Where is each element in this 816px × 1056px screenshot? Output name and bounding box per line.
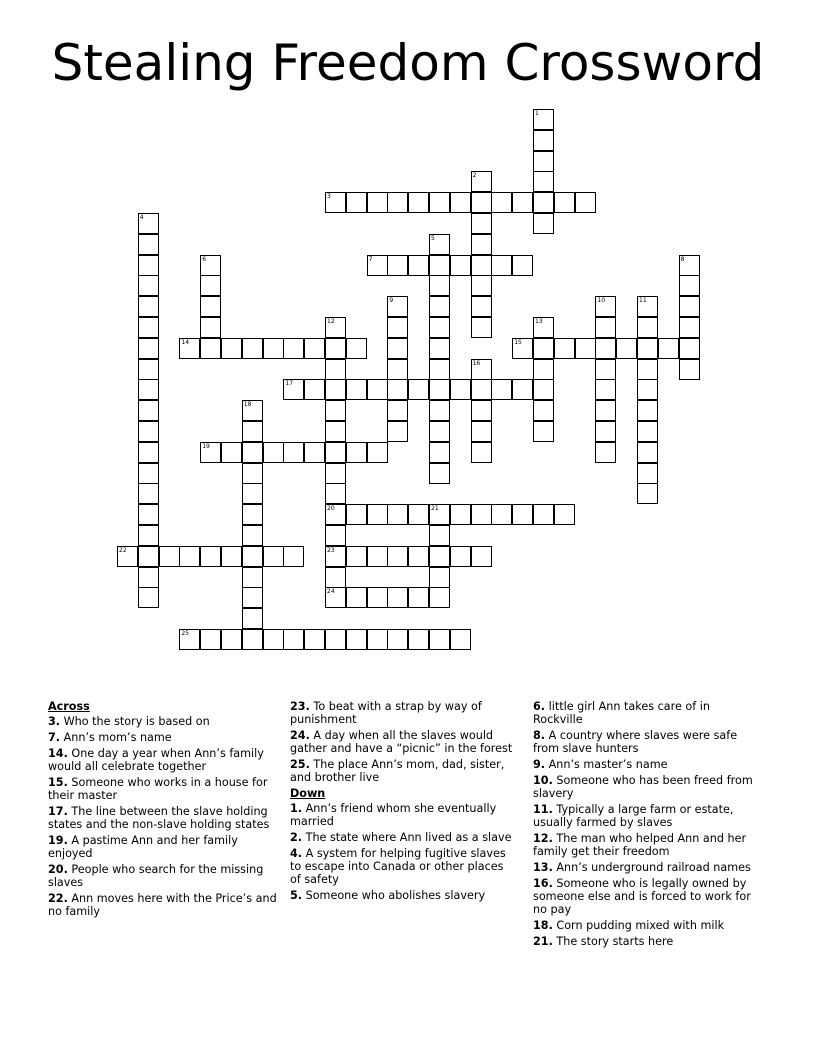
clue-text: A pastime Ann and her family enjoyed [48, 834, 238, 860]
grid-cell[interactable] [200, 338, 221, 359]
grid-cell[interactable] [471, 255, 492, 276]
grid-cell[interactable] [138, 338, 159, 359]
grid-cell[interactable] [346, 504, 367, 525]
grid-cell[interactable] [637, 442, 658, 463]
grid-cell[interactable] [408, 255, 429, 276]
clue-text: Who the story is based on [63, 715, 210, 728]
grid-cell[interactable] [429, 525, 450, 546]
clue-down-13 [533, 861, 763, 874]
clue-number: 23. [290, 700, 310, 713]
grid-cell[interactable] [179, 546, 200, 567]
clue-down-6 [533, 700, 763, 726]
down-heading: Down [290, 787, 326, 800]
grid-cell[interactable] [512, 379, 533, 400]
grid-cell[interactable] [533, 130, 554, 151]
grid-cell[interactable] [408, 587, 429, 608]
grid-cell[interactable] [533, 359, 554, 380]
grid-cell[interactable] [325, 525, 346, 546]
grid-cell[interactable] [408, 379, 429, 400]
grid-cell[interactable] [408, 546, 429, 567]
cell-number: 8 [680, 255, 685, 263]
grid-cell[interactable] [159, 546, 180, 567]
grid-cell[interactable] [637, 317, 658, 338]
grid-cell[interactable] [533, 504, 554, 525]
clue-number: 7. [48, 731, 61, 744]
grid-cell[interactable] [429, 587, 450, 608]
grid-cell[interactable] [304, 629, 325, 650]
grid-cell[interactable] [242, 567, 263, 588]
clue-text: little girl Ann takes care of in Rockville [533, 700, 710, 726]
grid-cell[interactable] [283, 546, 304, 567]
grid-cell[interactable] [346, 546, 367, 567]
grid-cell[interactable] [138, 317, 159, 338]
cell-number: 16 [472, 359, 481, 367]
grid-cell[interactable] [325, 463, 346, 484]
grid-cell[interactable] [471, 546, 492, 567]
clue-down-21 [533, 935, 763, 948]
cell-number: 24 [327, 588, 335, 596]
across-heading: Across [48, 700, 90, 713]
clue-text: Ann’s friend whom she eventually married [290, 802, 497, 828]
grid-cell[interactable] [325, 421, 346, 442]
grid-cell[interactable] [471, 317, 492, 338]
grid-cell[interactable] [491, 504, 512, 525]
cell-number: 4 [139, 214, 144, 221]
page-title: Stealing Freedom Crossword [51, 34, 765, 92]
grid-cell[interactable] [471, 442, 492, 463]
clue-number: 12. [533, 832, 553, 845]
cell-number: 12 [327, 318, 335, 325]
grid-cell[interactable] [429, 463, 450, 484]
grid-cell[interactable] [304, 442, 325, 463]
grid-cell[interactable] [346, 587, 367, 608]
grid-cell[interactable] [408, 629, 429, 650]
cell-number: 25 [181, 630, 190, 637]
grid-cell[interactable] [595, 400, 616, 421]
grid-cell[interactable] [387, 587, 408, 608]
grid-cell[interactable] [242, 587, 263, 608]
clue-across-15 [48, 776, 278, 802]
clue-text: Someone who abolishes slavery [305, 889, 486, 902]
grid-cell[interactable] [242, 483, 263, 504]
clue-down-5 [290, 889, 515, 902]
grid-cell[interactable] [450, 379, 471, 400]
clue-text: The man who helped Ann and her family get their freedom [533, 832, 747, 858]
clue-down-16 [533, 877, 763, 916]
grid-cell[interactable] [450, 504, 471, 525]
grid-cell[interactable] [263, 546, 284, 567]
clues-column-3 [533, 700, 763, 951]
grid-cell[interactable] [595, 421, 616, 442]
grid-cell[interactable] [637, 463, 658, 484]
cell-number: 18 [243, 401, 252, 409]
cell-number: 21 [431, 505, 439, 513]
grid-cell[interactable] [429, 317, 450, 338]
grid-cell[interactable] [200, 546, 221, 567]
grid-cell[interactable] [491, 192, 512, 213]
grid-cell[interactable] [346, 379, 367, 400]
clue-down-10 [533, 774, 763, 800]
grid-cell[interactable] [387, 338, 408, 359]
grid-cell[interactable] [138, 463, 159, 484]
grid-cell[interactable] [242, 525, 263, 546]
grid-cell[interactable] [138, 483, 159, 504]
grid-cell[interactable] [283, 442, 304, 463]
grid-cell[interactable] [387, 379, 408, 400]
grid-cell[interactable] [346, 192, 367, 213]
clue-number: 1. [290, 802, 303, 815]
grid-cell[interactable] [637, 338, 658, 359]
grid-cell[interactable] [367, 629, 388, 650]
cell-number: 20 [327, 505, 335, 513]
clue-number: 8. [533, 729, 546, 742]
clue-across-19 [48, 834, 278, 860]
grid-cell[interactable] [242, 421, 263, 442]
grid-cell[interactable] [367, 442, 388, 463]
grid-cell[interactable] [387, 546, 408, 567]
clue-number: 19. [48, 834, 68, 847]
grid-cell[interactable] [637, 379, 658, 400]
grid-cell[interactable] [429, 379, 450, 400]
grid-cell[interactable] [471, 400, 492, 421]
grid-cell[interactable] [471, 192, 492, 213]
cell-number: 3 [327, 193, 331, 201]
cell-number: 15 [514, 338, 522, 346]
grid-cell[interactable] [450, 546, 471, 567]
grid-cell[interactable] [387, 359, 408, 380]
grid-cell[interactable] [263, 442, 284, 463]
grid-cell[interactable] [138, 546, 159, 567]
grid-cell[interactable] [387, 504, 408, 525]
cell-number: 22 [119, 546, 127, 554]
grid-cell[interactable] [533, 171, 554, 192]
grid-cell[interactable] [471, 379, 492, 400]
grid-cell[interactable] [471, 213, 492, 234]
cell-number: 23 [327, 546, 335, 554]
clue-across-3 [48, 715, 278, 728]
clues-column-1 [48, 700, 278, 921]
clue-text: To beat with a strap by way of punishment [290, 700, 482, 726]
grid-cell[interactable] [138, 421, 159, 442]
grid-cell[interactable] [325, 483, 346, 504]
clue-down-8 [533, 729, 763, 755]
clue-text: A country where slaves were safe from slave hunters [533, 729, 738, 755]
grid-cell[interactable] [138, 400, 159, 421]
clue-text: The state where Ann lived as a slave [305, 831, 512, 844]
grid-cell[interactable] [429, 338, 450, 359]
grid-cell[interactable] [471, 234, 492, 255]
grid-cell[interactable] [242, 629, 263, 650]
grid-cell[interactable] [512, 255, 533, 276]
grid-cell[interactable] [408, 504, 429, 525]
clue-across-23 [290, 700, 515, 726]
grid-cell[interactable] [450, 192, 471, 213]
grid-cell[interactable] [242, 338, 263, 359]
clue-text: Someone who has been freed from slavery [533, 774, 753, 800]
grid-cell[interactable] [554, 338, 575, 359]
grid-cell[interactable] [575, 192, 596, 213]
grid-cell[interactable] [387, 317, 408, 338]
clue-across-20 [48, 863, 278, 889]
clue-across-24 [290, 729, 515, 755]
clue-number: 10. [533, 774, 553, 787]
grid-cell[interactable] [679, 338, 700, 359]
grid-cell[interactable] [491, 255, 512, 276]
grid-cell[interactable] [595, 442, 616, 463]
cell-number: 2 [472, 172, 477, 180]
clue-text: The line between the slave holding states and the non-slave holding states [48, 805, 270, 831]
clue-number: 17. [48, 805, 68, 818]
grid-cell[interactable] [533, 379, 554, 400]
grid-cell[interactable] [263, 338, 284, 359]
cell-number: 17 [285, 380, 294, 388]
clue-text: Ann’s master’s name [548, 758, 668, 771]
grid-cell[interactable] [471, 296, 492, 317]
clue-number: 16. [533, 877, 553, 890]
grid-cell[interactable] [429, 192, 450, 213]
grid-cell[interactable] [138, 442, 159, 463]
clue-number: 5. [290, 889, 303, 902]
grid-cell[interactable] [679, 317, 700, 338]
cell-number: 7 [368, 255, 373, 263]
grid-cell[interactable] [325, 629, 346, 650]
grid-cell[interactable] [679, 296, 700, 317]
grid-cell[interactable] [221, 546, 242, 567]
cell-number: 14 [181, 338, 190, 346]
clue-down-9 [533, 758, 763, 771]
clue-down-11 [533, 803, 763, 829]
clue-text: Corn pudding mixed with milk [556, 919, 725, 932]
cell-number: 5 [431, 234, 435, 242]
grid-cell[interactable] [595, 359, 616, 380]
cell-number: 19 [202, 442, 210, 450]
clues-column-2 [290, 700, 515, 905]
grid-cell[interactable] [387, 400, 408, 421]
clue-text: Ann’s mom’s name [63, 731, 172, 744]
grid-cell[interactable] [637, 483, 658, 504]
grid-cell[interactable] [658, 338, 679, 359]
grid-cell[interactable] [387, 421, 408, 442]
clue-text: Someone who works in a house for their master [48, 776, 268, 802]
clue-number: 2. [290, 831, 303, 844]
grid-cell[interactable] [283, 338, 304, 359]
grid-cell[interactable] [325, 338, 346, 359]
clue-number: 14. [48, 747, 68, 760]
grid-cell[interactable] [471, 504, 492, 525]
grid-cell[interactable] [367, 504, 388, 525]
grid-cell[interactable] [616, 338, 637, 359]
grid-cell[interactable] [533, 213, 554, 234]
clue-number: 4. [290, 847, 303, 860]
clue-text: Someone who is legally owned by someone else and is forced to work for no pay [533, 877, 751, 916]
grid-cell[interactable] [533, 338, 554, 359]
grid-cell[interactable] [554, 192, 575, 213]
grid-cell[interactable] [325, 442, 346, 463]
grid-cell[interactable] [304, 338, 325, 359]
grid-cell[interactable] [637, 400, 658, 421]
clue-down-4 [290, 847, 515, 886]
grid-cell[interactable] [200, 275, 221, 296]
grid-cell[interactable] [595, 338, 616, 359]
grid-cell[interactable] [367, 546, 388, 567]
grid-cell[interactable] [450, 629, 471, 650]
grid-cell[interactable] [138, 255, 159, 276]
grid-cell[interactable] [533, 192, 554, 213]
clue-down-18 [533, 919, 763, 932]
grid-cell[interactable] [429, 275, 450, 296]
grid-cell[interactable] [242, 608, 263, 629]
cell-number: 10 [597, 297, 606, 305]
grid-cell[interactable] [242, 463, 263, 484]
grid-cell[interactable] [429, 255, 450, 276]
clue-number: 22. [48, 892, 68, 905]
clue-text: The story starts here [556, 935, 674, 948]
cell-number: 11 [639, 297, 647, 305]
grid-cell[interactable] [595, 379, 616, 400]
clue-down-2 [290, 831, 515, 844]
grid-cell[interactable] [138, 504, 159, 525]
grid-cell[interactable] [200, 296, 221, 317]
grid-cell[interactable] [429, 359, 450, 380]
clue-down-1 [290, 802, 515, 828]
grid-cell[interactable] [429, 629, 450, 650]
clue-text: A system for helping fugitive slaves to escape into Canada or other places of safety [290, 847, 506, 886]
grid-cell[interactable] [138, 587, 159, 608]
grid-cell[interactable] [679, 275, 700, 296]
grid-cell[interactable] [595, 317, 616, 338]
grid-cell[interactable] [429, 400, 450, 421]
grid-cell[interactable] [367, 192, 388, 213]
grid-cell[interactable] [533, 400, 554, 421]
clue-down-12 [533, 832, 763, 858]
grid-cell[interactable] [242, 546, 263, 567]
grid-cell[interactable] [346, 629, 367, 650]
clue-text: Ann moves here with the Price’s and no family [48, 892, 277, 918]
clue-number: 20. [48, 863, 68, 876]
grid-cell[interactable] [304, 379, 325, 400]
grid-cell[interactable] [325, 379, 346, 400]
grid-cell[interactable] [346, 338, 367, 359]
grid-cell[interactable] [408, 192, 429, 213]
grid-cell[interactable] [387, 255, 408, 276]
grid-cell[interactable] [283, 629, 304, 650]
grid-cell[interactable] [138, 567, 159, 588]
grid-cell[interactable] [200, 629, 221, 650]
clue-across-17 [48, 805, 278, 831]
clue-number: 9. [533, 758, 546, 771]
grid-cell[interactable] [138, 296, 159, 317]
clue-number: 6. [533, 700, 546, 713]
cell-number: 1 [535, 110, 539, 117]
clue-number: 11. [533, 803, 553, 816]
cell-number: 6 [202, 255, 207, 263]
grid-cell[interactable] [512, 192, 533, 213]
clue-number: 21. [533, 935, 553, 948]
clue-across-14 [48, 747, 278, 773]
grid-cell[interactable] [471, 275, 492, 296]
grid-cell[interactable] [242, 504, 263, 525]
clue-across-25 [290, 758, 515, 784]
clue-text: Typically a large farm or estate, usually farmed by slaves [533, 803, 734, 829]
grid-cell[interactable] [533, 421, 554, 442]
grid-cell[interactable] [429, 442, 450, 463]
clue-text: One day a year when Ann’s family would all celebrate together [48, 747, 264, 773]
grid-cell[interactable] [429, 296, 450, 317]
grid-cell[interactable] [554, 504, 575, 525]
grid-cell[interactable] [387, 629, 408, 650]
grid-cell[interactable] [200, 317, 221, 338]
grid-cell[interactable] [221, 442, 242, 463]
grid-cell[interactable] [679, 359, 700, 380]
grid-cell[interactable] [138, 234, 159, 255]
cell-number: 9 [389, 297, 394, 305]
grid-cell[interactable] [429, 421, 450, 442]
grid-cell[interactable] [637, 421, 658, 442]
clue-number: 25. [290, 758, 310, 771]
grid-cell[interactable] [387, 192, 408, 213]
grid-cell[interactable] [138, 379, 159, 400]
clue-number: 3. [48, 715, 61, 728]
grid-cell[interactable] [367, 379, 388, 400]
clue-number: 18. [533, 919, 553, 932]
grid-cell[interactable] [491, 379, 512, 400]
clue-across-7 [48, 731, 278, 744]
grid-cell[interactable] [138, 275, 159, 296]
grid-cell[interactable] [533, 151, 554, 172]
grid-cell[interactable] [637, 359, 658, 380]
grid-cell[interactable] [429, 546, 450, 567]
clue-text: Ann’s underground railroad names [556, 861, 751, 874]
clue-text: A day when all the slaves would gather and have a “picnic” in the forest [290, 729, 513, 755]
grid-cell[interactable] [325, 359, 346, 380]
grid-cell[interactable] [325, 400, 346, 421]
grid-cell[interactable] [512, 504, 533, 525]
grid-cell[interactable] [242, 442, 263, 463]
clue-number: 15. [48, 776, 68, 789]
grid-cell[interactable] [367, 587, 388, 608]
grid-cell[interactable] [138, 525, 159, 546]
grid-cell[interactable] [346, 442, 367, 463]
clue-text: The place Ann’s mom, dad, sister, and brother live [290, 758, 505, 784]
clue-text: People who search for the missing slaves [48, 863, 264, 889]
grid-cell[interactable] [575, 338, 596, 359]
grid-cell[interactable] [325, 567, 346, 588]
clue-number: 13. [533, 861, 553, 874]
grid-cell[interactable] [263, 629, 284, 650]
grid-cell[interactable] [138, 359, 159, 380]
grid-cell[interactable] [429, 567, 450, 588]
clue-across-22 [48, 892, 278, 918]
cell-number: 13 [535, 318, 543, 325]
grid-cell[interactable] [221, 338, 242, 359]
clue-number: 24. [290, 729, 310, 742]
grid-cell[interactable] [450, 255, 471, 276]
grid-cell[interactable] [471, 421, 492, 442]
grid-cell[interactable] [221, 629, 242, 650]
